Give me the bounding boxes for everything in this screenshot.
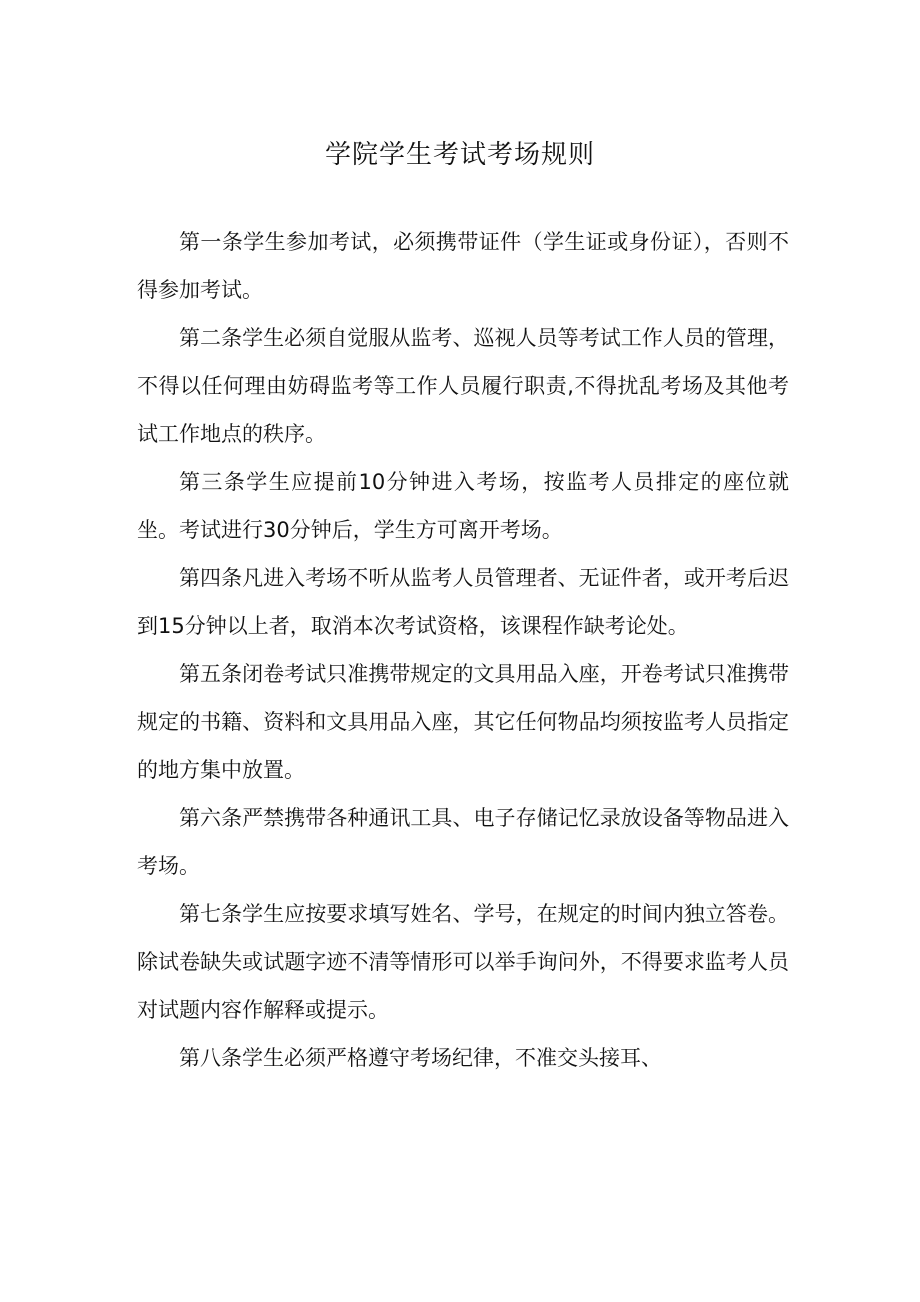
- article-3: 第三条学生应提前10分钟进入考场，按监考人员排定的座位就坐。考试进行30分钟后，学生方可离开考场。: [137, 470, 789, 542]
- article-1: 第一条学生参加考试，必须携带证件（学生证或身份证），否则不得参加考试。: [137, 230, 789, 302]
- article-6: 第六条严禁携带各种通讯工具、电子存储记忆录放设备等物品进入考场。: [137, 806, 789, 878]
- document-body: [137, 218, 789, 1082]
- article-8: 第八条学生必须严格遵守考场纪律，不准交头接耳、: [179, 1046, 662, 1070]
- article-4: 第四条凡进入考场不听从监考人员管理者、无证件者，或开考后迟到15分钟以上者，取消本次考试资格，该课程作缺考论处。: [137, 566, 789, 638]
- document-title: 学院学生考试考场规则: [324, 140, 595, 170]
- article-2: 第二条学生必须自觉服从监考、巡视人员等考试工作人员的管理，不得以任何理由妨碍监考等工作人员履行职责,不得扰乱考场及其他考试工作地点的秩序。: [137, 326, 789, 446]
- article-5: 第五条闭卷考试只准携带规定的文具用品入座，开卷考试只准携带规定的书籍、资料和文具用品入座，其它任何物品均须按监考人员指定的地方集中放置。: [137, 662, 789, 782]
- article-7: 第七条学生应按要求填写姓名、学号，在规定的时间内独立答卷。除试卷缺失或试题字迹不清等情形可以举手询问外，不得要求监考人员对试题内容作解释或提示。: [137, 902, 789, 1022]
